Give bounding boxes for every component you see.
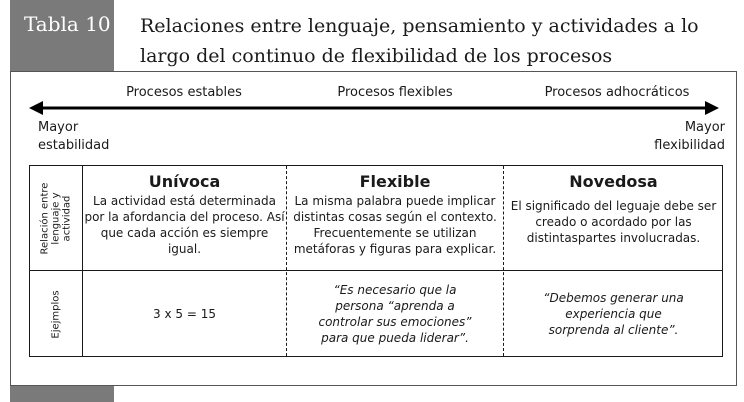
table-title: Relaciones entre lenguaje, pensamiento y actividades a lo largo del continuo de flexibilidad de los procesos	[140, 15, 699, 67]
heading-univoca: Unívoca	[148, 172, 221, 191]
example-flexible	[287, 270, 503, 358]
row-label-examples-text: Ejejmplos	[50, 289, 62, 339]
heading-flexible: Flexible	[359, 172, 431, 191]
cell-flexible	[287, 172, 503, 257]
example-univoca-text: 3 x 5 = 15	[153, 307, 216, 321]
relations-grid	[29, 165, 723, 357]
example-flexible-text: “Es necesario que la persona “aprenda a controlar sus emociones” para que pueda liderar”.	[318, 283, 472, 345]
end-label-stability	[38, 119, 109, 155]
end-label-flexibility-line1: Mayor	[684, 120, 725, 135]
process-label-stable: Procesos estables	[126, 85, 242, 100]
row-label-relation-text: Relación entre lenguaje y actividad	[39, 182, 73, 254]
end-label-stability-line2: estabilidad	[38, 138, 110, 153]
process-label-adhocratic: Procesos adhocráticos	[544, 85, 690, 100]
cell-novedosa	[504, 172, 723, 246]
example-novedosa	[504, 270, 723, 358]
table-frame	[10, 71, 737, 386]
example-novedosa-text: “Debemos generar una experiencia que sorprenda al cliente”.	[543, 291, 684, 337]
row-label-examples	[30, 270, 82, 358]
cell-univoca	[83, 172, 286, 257]
end-label-flexibility-line2: flexibilidad	[654, 138, 725, 153]
table-number-tag: Tabla 10	[24, 12, 111, 36]
row-label-relation	[30, 166, 82, 270]
example-univoca	[83, 270, 286, 358]
end-label-flexibility	[654, 119, 725, 155]
process-label-flexible: Procesos flexibles	[337, 85, 453, 100]
description-flexible: La misma palabra puede implicar distintas cosas según el contexto. Frecuentemente se utilizan metáforas y figuras para explicar.	[293, 194, 497, 256]
description-novedosa: El significado del leguaje debe ser creado o acordado por las distintaspartes involucradas.	[510, 199, 717, 245]
double-arrow-icon	[29, 100, 719, 116]
heading-novedosa: Novedosa	[569, 172, 658, 191]
description-univoca: La actividad está determinada por la afordancia del proceso. Así que cada acción es siempre igual.	[84, 194, 285, 256]
end-label-stability-line1: Mayor	[38, 120, 79, 135]
